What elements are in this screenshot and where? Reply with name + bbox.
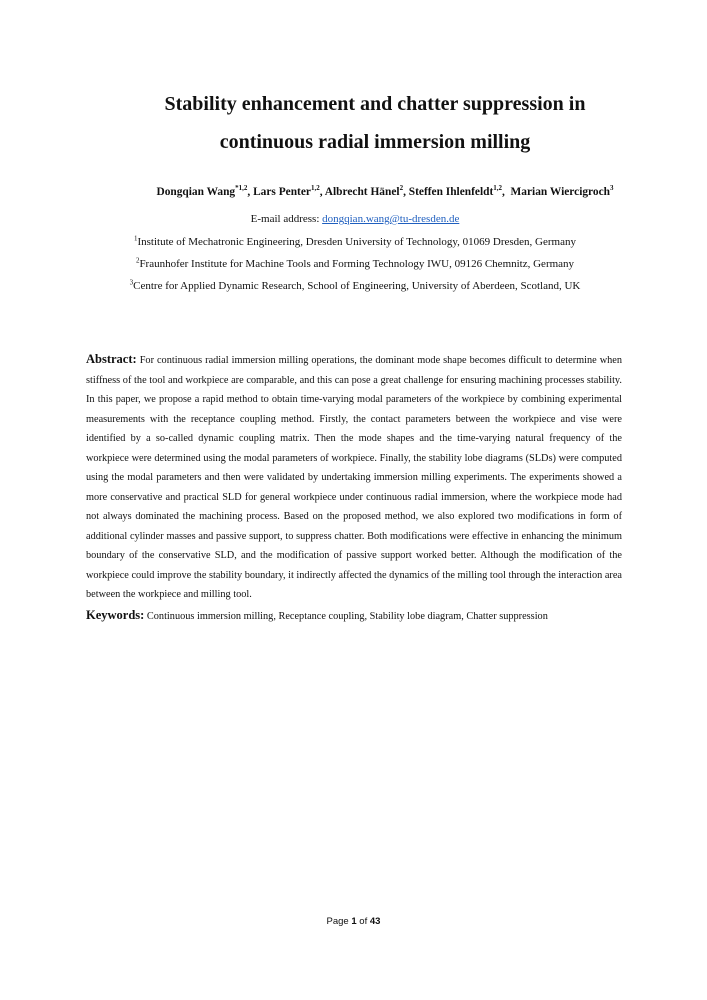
email-line: [30, 213, 680, 225]
affiliation-mark: 2: [135, 256, 140, 265]
affiliation-mark: 3: [129, 278, 134, 287]
author-name: Albrecht Hänel: [324, 186, 400, 198]
author-name: Steffen Ihlenfeldt: [408, 186, 494, 198]
author-affiliation-mark: 1,2: [310, 184, 320, 193]
abstract-text: For continuous radial immersion milling operations, the dominant mode shape becomes difficult to determine when stiffness of the tool and workpiece are comparable, and this can pose a great challenge for ensuring machining processes stability. In this paper, we propose a rapid method to obtain time-varying modal parameters of the workpiece by combining experimental measurements with the receptance coupling method. Firstly, the contact parameters between the workpiece and vise were identified by a so-called dynamic coupling matrix. Then the mode shapes and the time-varying natural frequency of the workpiece were determined using the modal parameters of workpiece. Finally, the stability lobe diagrams (SLDs) were computed using the modal parameters and then were validated by undertaking immersion milling experiments. The experiments showed a more conservative and practical SLD for general workpiece under continuous radial immersion, where the workpiece mode had not always dominated the machining process. Based on the proposed method, we also explored two modifications in form of additional cylinder masses and passive support, to suppress chatter. Both modifications were effective in enhancing the minimum boundary of the conservative SLD, and the modification of passive support worked better. Although the modification of the workpiece could improve the stability boundary, it indirectly affected the dynamics of the milling tool through the interaction area between the workpiece and milling tool.: [86, 355, 623, 600]
keywords-label: Keywords:: [86, 608, 145, 622]
paper-title-line-2: continuous radial immersion milling: [219, 131, 531, 153]
affiliation-text: Centre for Applied Dynamic Research, School of Engineering, University of Aberdeen, Scotland, UK: [133, 280, 581, 292]
author-name: Lars Penter: [253, 186, 311, 198]
total-pages: 43: [369, 916, 381, 927]
author-name: Dongqian Wang: [156, 186, 236, 198]
page-footer: [0, 916, 707, 927]
affiliation-2: [30, 258, 680, 270]
author-affiliation-mark: *1,2: [235, 184, 248, 193]
author-affiliation-mark: 2: [399, 184, 404, 193]
author-list: Dongqian Wang$^{*1,2}$, Lars Penter$^{1,2}$, Albrecht Hänel$^2$, Steffen Ihlenfeldt$^{1,2}$, Marian Wiercigroch$^3$: [156, 184, 614, 198]
keywords-text: Continuous immersion milling, Receptance coupling, Stability lobe diagram, Chatter suppression: [146, 611, 548, 622]
affiliation-text: Institute of Mechatronic Engineering, Dresden University of Technology, 01069 Dresden, Germany: [137, 236, 576, 248]
author-affiliation-mark: 3: [610, 184, 614, 193]
author-affiliation-mark: 1,2: [493, 184, 502, 193]
page-word: Page: [326, 916, 349, 927]
affiliation-3: [30, 280, 680, 292]
paper-title-line-1: Stability enhancement and chatter suppression in: [164, 93, 586, 115]
email-link[interactable]: dongqian.wang@tu-dresden.de: [322, 213, 460, 225]
keywords: [86, 608, 646, 623]
page-number: 1: [351, 916, 357, 927]
author-name: Marian Wiercigroch: [510, 186, 610, 198]
of-word: of: [359, 916, 368, 927]
affiliation-text: Fraunhofer Institute for Machine Tools and Forming Technology IWU, 09126 Chemnitz, Germany: [139, 258, 575, 270]
email-label: E-mail address:: [250, 213, 323, 225]
abstract: [86, 350, 622, 605]
affiliation-1: [30, 236, 680, 248]
affiliation-mark: 1: [133, 234, 138, 243]
abstract-label: Abstract:: [86, 352, 137, 366]
